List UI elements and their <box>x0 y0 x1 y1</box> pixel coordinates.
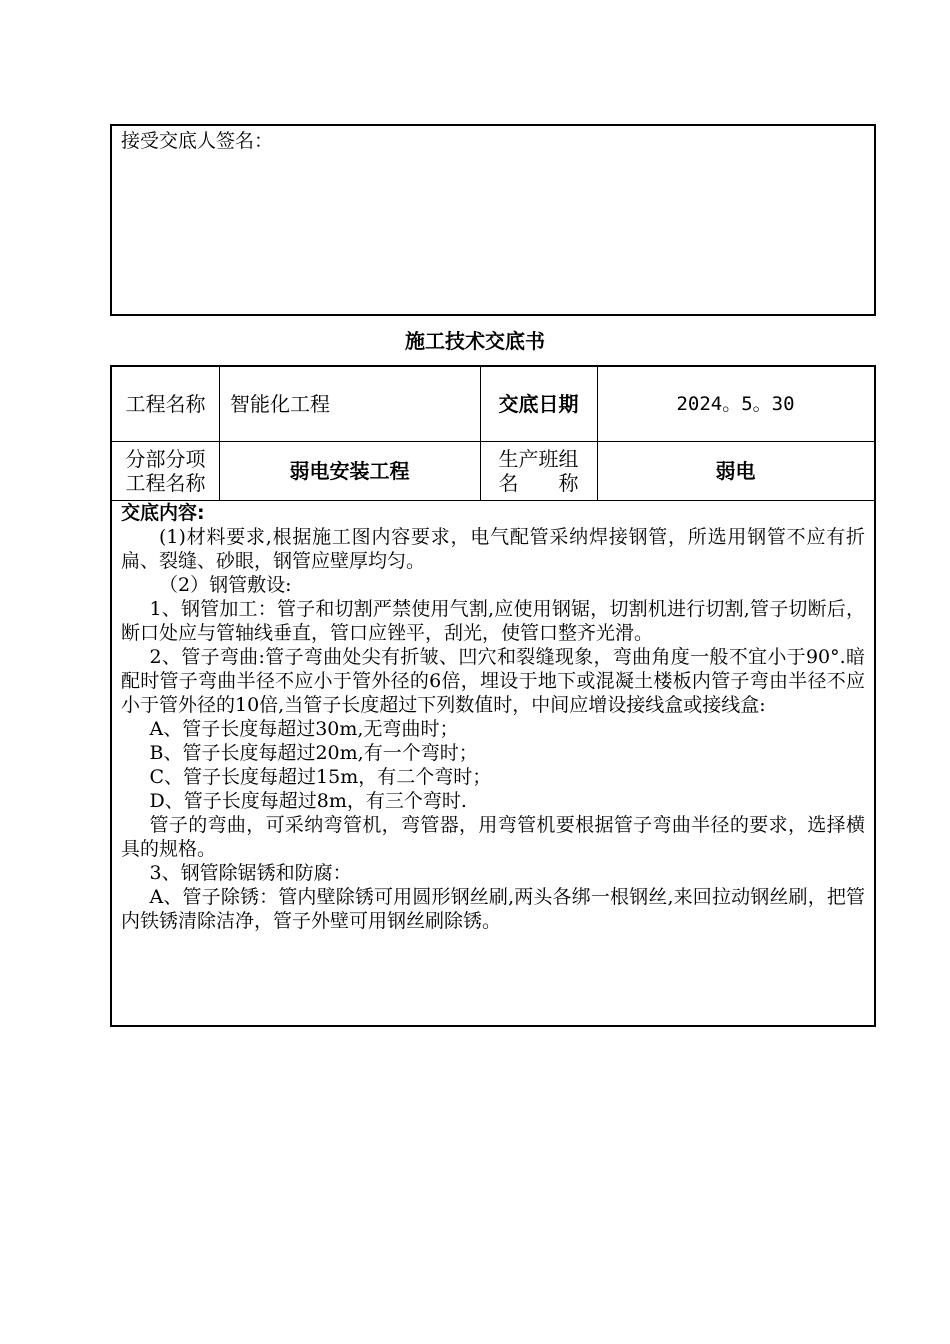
content-heading: 交底内容: <box>121 502 205 524</box>
signature-label: 接受交底人签名： <box>121 130 274 152</box>
team-label-line2: 名 称 <box>498 470 579 495</box>
content-paragraph: （2）钢管敷设: <box>159 574 292 596</box>
document-title: 施工技术交底书 <box>405 329 545 353</box>
date-value <box>597 367 874 441</box>
subproject-label <box>112 441 219 500</box>
subproject-value-text: 弱电安装工程 <box>289 458 410 483</box>
content-paragraph: B、管子长度每超过20m,有一个弯时； <box>149 742 478 764</box>
date-label-text: 交底日期 <box>498 392 579 416</box>
content-paragraph: 3、钢管除锯锈和防腐： <box>149 862 352 884</box>
content-paragraph: A、管子长度每超过30m,无弯曲时； <box>149 718 459 740</box>
project-name-value-text: 智能化工程 <box>230 392 330 416</box>
subproject-label-line1: 分部分项 <box>125 446 206 471</box>
signature-box <box>110 124 876 316</box>
project-name-value <box>230 367 478 441</box>
disclosure-content <box>121 501 865 933</box>
content-paragraph: (1)材料要求,根据施工图内容要求，电气配管采纳焊接钢管，所选用钢管不应有折扁、裂缝、砂眼，钢管应壁厚均匀。 <box>121 526 865 572</box>
project-name-label <box>112 367 219 441</box>
date-label <box>480 367 597 441</box>
team-value-text: 弱电 <box>715 458 756 483</box>
content-paragraph: 管子的弯曲，可采纳弯管机，弯管器，用弯管机要根据管子弯曲半径的要求，选择横具的规格。 <box>121 814 865 860</box>
subproject-value <box>219 441 480 500</box>
project-name-label-text: 工程名称 <box>125 392 206 416</box>
disclosure-table <box>110 365 876 1027</box>
content-paragraph: 1、钢管加工：管子和切割严禁使用气割,应使用钢锯，切割机进行切割,管子切断后，断口处应与管轴线垂直，管口应锉平，刮光，使管口整齐光滑。 <box>121 598 865 644</box>
content-paragraph: C、管子长度每超过15m，有二个弯时； <box>149 766 492 788</box>
team-value <box>597 441 874 500</box>
subproject-label-line2: 工程名称 <box>125 470 206 495</box>
content-paragraph: D、管子长度每超过8m，有三个弯时. <box>149 790 467 812</box>
team-label-line1: 生产班组 <box>498 446 579 471</box>
content-paragraph: A、管子除锈：管内壁除锈可用圆形钢丝刷,两头各绑一根钢丝,来回拉动钢丝刷，把管内铁锈清除洁净，管子外壁可用钢丝刷除锈。 <box>121 886 865 932</box>
team-label <box>480 441 597 500</box>
content-paragraph: 2、管子弯曲:管子弯曲处尖有折皱、凹穴和裂缝现象，弯曲角度一般不宜小于90°.暗配时管子弯曲半径不应小于管外径的6倍，埋设于地下或混凝土楼板内管子弯由半径不应小于管外径的10倍,当管子长度超过下列数值时，中间应增设接线盒或接线盒: <box>121 646 865 716</box>
date-value-text: 2024。5。30 <box>676 393 795 415</box>
